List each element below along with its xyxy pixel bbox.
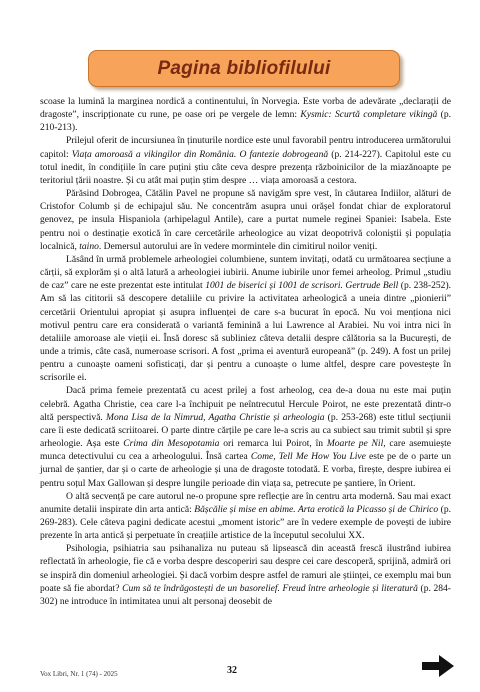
italic-title: Moarte pe Nil [326,438,384,450]
paragraph [40,134,451,187]
text-run: , care asemuiește munca detectivului cu cea a arheologului. Însă cartea [40,438,452,463]
italic-title: Crima din Mesopotamia [123,438,220,450]
text-run: Dacă prima femeie prezentată cu acest prilej a fost arheolog, cea de-a doua nu este mai puțin celebră. Agatha Christie, cea care l-a închipuit pe neîntrecutul Hercule Poirot, ne este prezentată dintr-o altă perspectivă. [40,385,451,423]
paragraph [40,95,451,134]
text-run: (p. 269-283). Cele câteva pagini dedicate acestui „moment istoric” are în vedere exemple de povești de iubire prezente în arta antică și perpetuate în creațiile artistice de la începutul secolului XX. [40,503,451,542]
text-run: este pe de o parte un jurnal de șantier, dar și o carte de arheologie și una de dragoste totodată. E vorba, firește, despre iubirea ei pentru soțul Max Gallowan și despre lungile perioade din viața sa, petrecute pe șantiere, în Orient. [40,451,451,489]
text-run: (p. 284-302) ne introduce în intimitatea unui alt personaj deosebit de [40,582,451,607]
italic-title: Mona Lisa de la Nimrud, Agatha Christie și arheologia [106,411,325,423]
italic-title: Bășcălie și mise en abime. Arta erotică la Picasso și de Chirico [194,503,439,515]
paragraph [40,490,451,543]
text-run: (p. 253-268) este titlul secțiunii care îi este dedicată scriitoarei. O parte dintre cărțile pe care le-a scris au ca subiect sau trimit subtil și spre arheologie. Așa este [40,411,451,450]
paragraph [40,253,451,385]
header-banner [88,50,400,87]
text-run: O altă secvență pe care autorul ne-o propune spre reflecție are în centru arta modernă. Sau mai exact anumite detalii inspirate din arta antică: [40,490,451,515]
italic-title: Viața amoroasă a vikingilor din România. O fantezie dobrogeană [71,148,329,160]
italic-title: 1001 de biserici și 1001 de scrisori. Gertrude Bell [205,280,399,292]
page-number: 32 [227,665,237,676]
text-run: (p. 210-213). [40,109,451,134]
text-run: Lăsând în urmă problemele arheologiei columbiene, suntem invitați, odată cu următoarea secțiune a cărții, să explorăm și o altă latură a arheologiei iubirii. Anume iubirile unor femei arheolog. Primul „studiu de caz” care ne este prezentat este intitulat [40,253,451,292]
italic-title: Cum să te îndrăgostești de un basorelief. Freud între arheologie și literatură [122,582,418,594]
paragraph [40,542,451,608]
italic-title: taino [79,240,99,252]
text-run: . Demersul autorului are în vedere mormintele din cimitirul noilor veniți. [98,240,378,252]
italic-title: Kysmic: Scurtă completare vikingă [300,109,438,121]
paragraph [40,187,451,253]
text-run: Psihologia, psihiatria sau psihanaliza nu puteau să lipsească din această frescă ilustrând iubirea reflectată în arheologie, fie că e vorba despre descoperiri sau despre cei care descoperă, sprijină, admiră ori se inspiră din domeniul arheologiei. Și dacă vorbim despre astfel de ramuri ale științei, ce exemplu mai bun poate să fie abordat? [40,543,451,594]
text-run: (p. 214-227). Capitolul este cu totul inedit, în condițiile în care puțini știu câte ceva despre prezența războinicilor de la miazănoapte pe teritoriul țării noastre. Și cu atât mai puțin știm despre … viața amoroasă a cestora. [40,148,451,186]
footer-issue: Vox Libri, Nr. 1 (74) - 2025 [40,670,118,678]
article-body [40,95,451,608]
text-run: ori remarca lui Poirot, în [219,438,327,450]
italic-title: Come, Tell Me How You Live [250,451,366,463]
page-title: Pagina bibliofilului [157,57,331,79]
paragraph [40,384,451,489]
text-run: Prilejul oferit de incursiunea în ținuturile nordice este unul favorabil pentru introducerea următorului capitol: [40,135,451,160]
text-run: Părăsind Dobrogea, Cătălin Pavel ne propune să navigăm spre vest, în căutarea Indiilor, alături de Cristofor Columb și de echipajul său. Ne concentrăm asupra unui orășel fondat chiar de exploratorul genovez, pe insula Hispaniola (arhipelagul Antile), care a purtat numele reginei Spaniei: Isabela. Este pentru noi o destinație exotică în care cercetările arheologice au vizat deopotrivă coloniștii și populația localnică, [40,188,451,252]
text-run: scoase la lumină la marginea nordică a continentului, în Norvegia. Este vorba de adevărate „declarații de dragoste”, inscripționate cu rune, pe oase ori pe vergele de lemn: [40,96,451,121]
right-arrow-icon[interactable] [422,655,454,677]
text-run: (p. 238-252). Am să las cititorii să descopere detaliile cu privire la activitatea arheologică a uneia dintre „pionierii” cercetării Orientului apropiat și asupra influenței de care s-a bucurat în epocă. Nu voi menționa nici motivul pentru care era considerată o variantă feminină a lui Lawrence al Arabiei. Nu voi intra nici în detaliile amoroase ale vieții ei. Însă doresc să subliniez câteva detalii despre călătoria sa la București, de unde a trimis, câte casă, numeroase scrisori. A fost „prima ei aventură europeană” (p. 249). A fost un prilej pentru a cunoaște oameni sofisticați, dar și pentru a cunoaște o lume altfel, despre care povestește în scrisorile ei. [40,280,452,384]
